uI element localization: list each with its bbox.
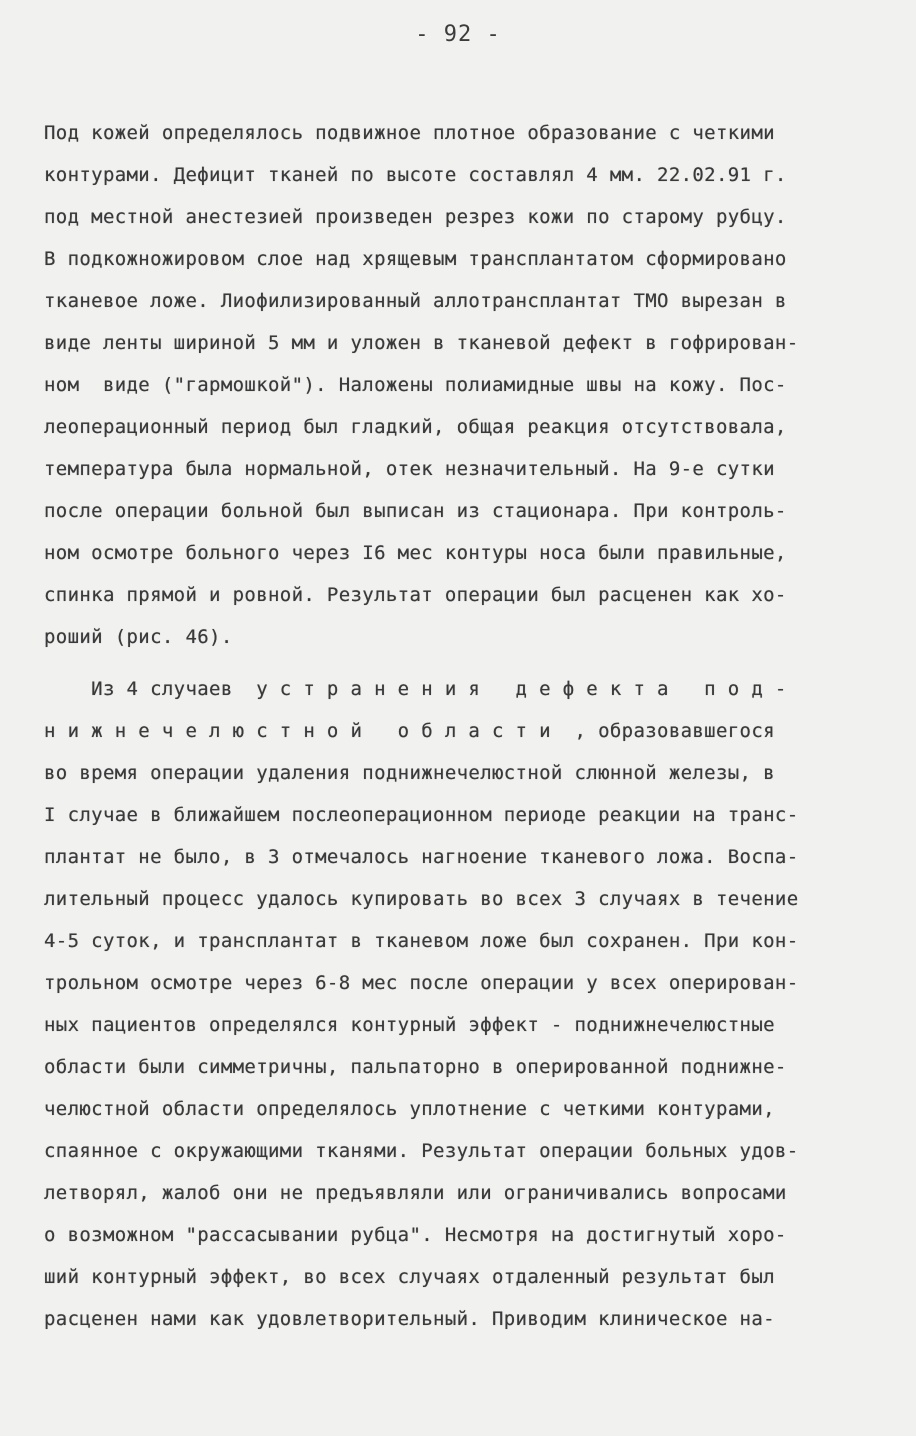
body-text (44, 112, 874, 1340)
text-line: во время операции удаления поднижнечелюстной слюнной железы, в (44, 762, 775, 784)
text-line: ных пациентов определялся контурный эффект - поднижнечелюстные (44, 1014, 775, 1036)
text-line: челюстной области определялось уплотнение с четкими контурами, (44, 1098, 775, 1120)
text-line: расценен нами как удовлетворительный. Приводим клиническое на- (44, 1308, 775, 1330)
text-line: ший контурный эффект, во всех случаях отдаленный результат был (44, 1266, 775, 1288)
text-line: температура была нормальной, отек незначительный. На 9-е сутки (44, 458, 775, 480)
text-line: плантат не было, в 3 отмечалось нагноение тканевого ложа. Воспа- (44, 846, 799, 868)
text-line: леоперационный период был гладкий, общая реакция отсутствовала, (44, 416, 787, 438)
text-line: В подкожножировом слое над хрящевым трансплантатом сформировано (44, 248, 787, 270)
text-line: спаянное с окружающими тканями. Результат операции больных удов- (44, 1140, 799, 1162)
text-line: трольном осмотре через 6-8 мес после операции у всех оперирован- (44, 972, 799, 994)
text-line: спинка прямой и ровной. Результат операции был расценен как хо- (44, 584, 787, 606)
text-line: после операции больной был выписан из стационара. При контроль- (44, 500, 787, 522)
text-line: виде ленты шириной 5 мм и уложен в тканевой дефект в гофрирован- (44, 332, 799, 354)
text-line: лительный процесс удалось купировать во всех 3 случаях в течение (44, 888, 799, 910)
text-line: о возможном "рассасывании рубца". Несмотря на достигнутый хоро- (44, 1224, 787, 1246)
text-line: н и ж н е ч е л ю с т н о й о б л а с т и , образовавшегося (44, 720, 775, 742)
paragraph-gap (44, 658, 874, 668)
text-line: I случае в ближайшем послеоперационном периоде реакции на транс- (44, 804, 799, 826)
page-number: - 92 - (415, 22, 501, 47)
text-line: контурами. Дефицит тканей по высоте составлял 4 мм. 22.02.91 г. (44, 164, 787, 186)
text-line: Из 4 случаев у с т р а н е н и я д е ф е к т а п о д - (44, 678, 787, 700)
text-line: 4-5 суток, и трансплантат в тканевом ложе был сохранен. При кон- (44, 930, 799, 952)
text-line: Под кожей определялось подвижное плотное образование с четкими (44, 122, 775, 144)
text-line: области были симметричны, пальпаторно в оперированной поднижне- (44, 1056, 787, 1078)
text-line: под местной анестезией произведен резрез кожи по старому рубцу. (44, 206, 787, 228)
text-line: летворял, жалоб они не предъявляли или ограничивались вопросами (44, 1182, 787, 1204)
text-line: роший (рис. 46). (44, 626, 233, 648)
text-line: ном виде ("гармошкой"). Наложены полиамидные швы на кожу. Пос- (44, 374, 787, 396)
text-line: тканевое ложе. Лиофилизированный аллотрансплантат ТМО вырезан в (44, 290, 787, 312)
text-line: ном осмотре больного через I6 мес контуры носа были правильные, (44, 542, 787, 564)
